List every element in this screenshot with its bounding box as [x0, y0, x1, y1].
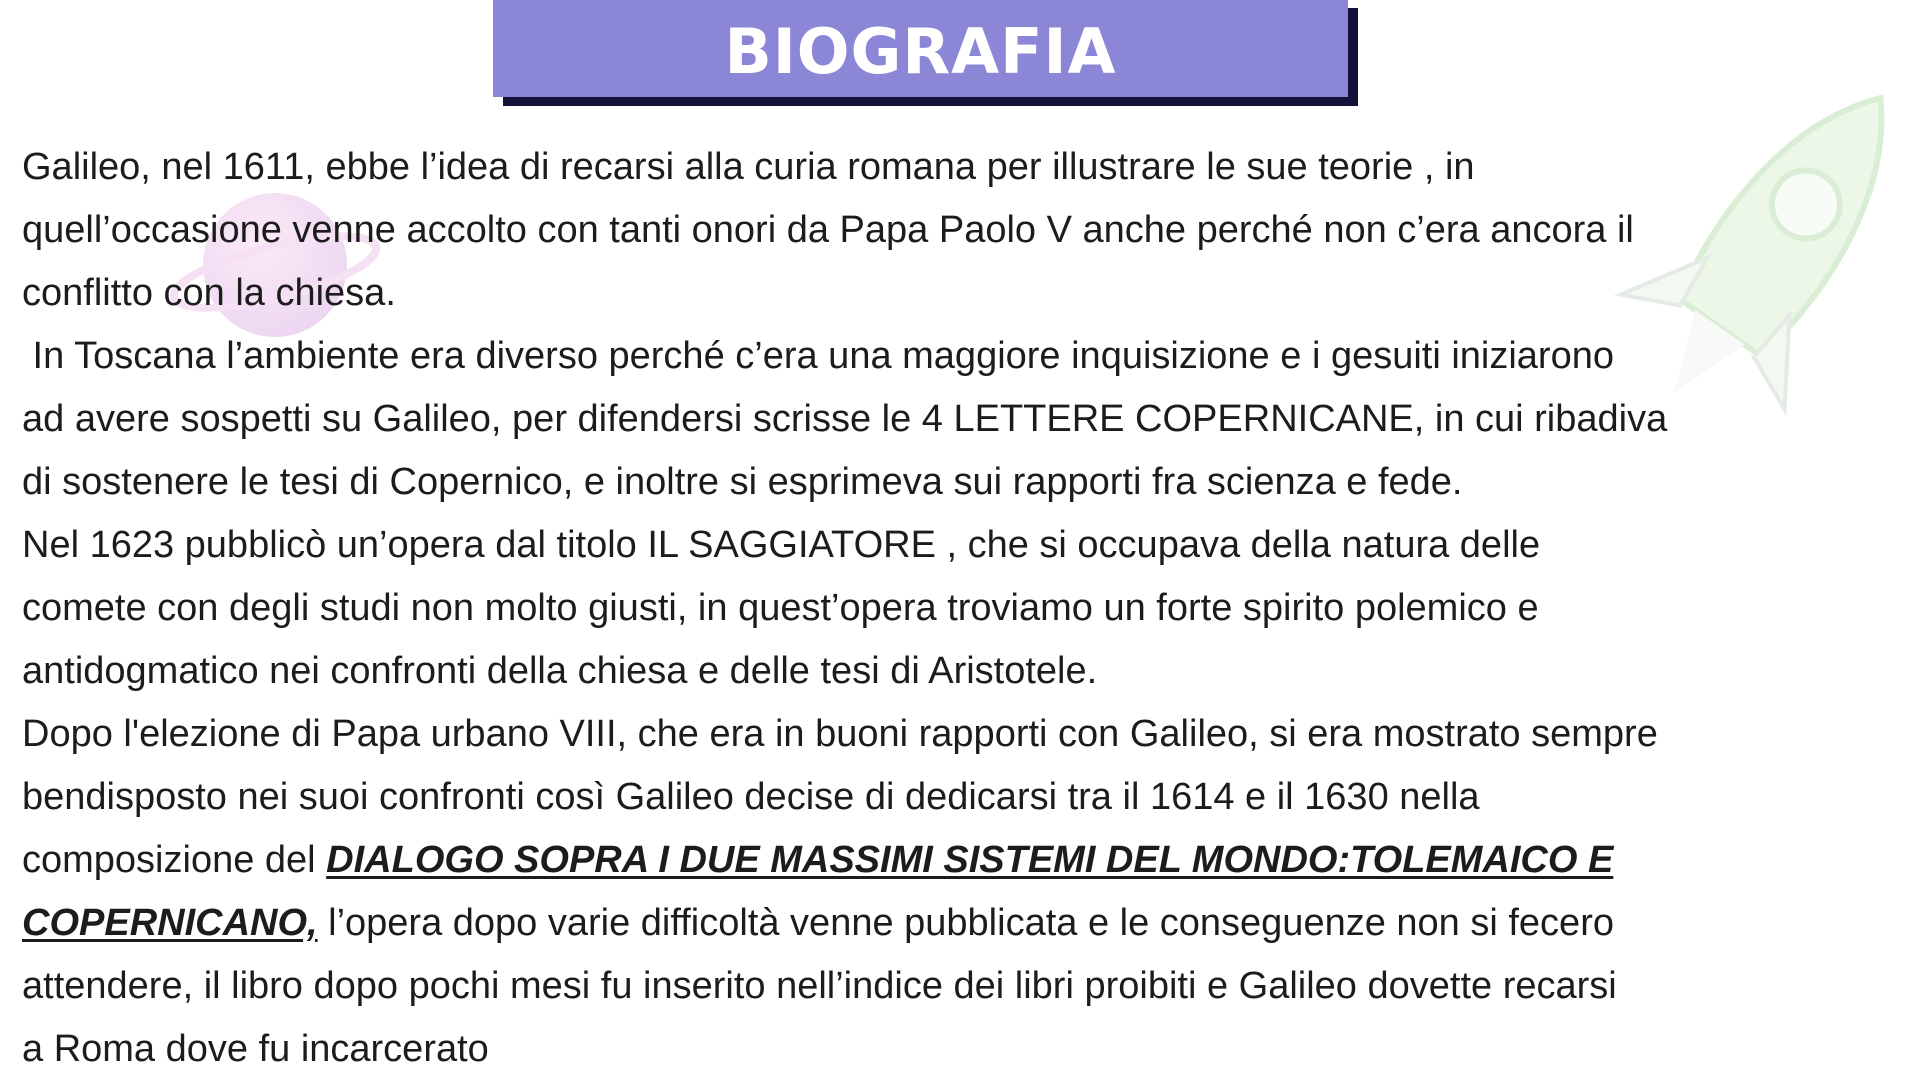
title-banner-box [493, 0, 1348, 97]
text-line: ad avere sospetti su Galileo, per difendersi scrisse le 4 LETTERE COPERNICANE, in cui ribadiva [22, 398, 1668, 440]
text-line: attendere, il libro dopo pochi mesi fu inserito nell’indice dei libri proibiti e Galileo dovette recarsi [22, 965, 1617, 1007]
book-title-emphasis: DIALOGO SOPRA I DUE MASSIMI SISTEMI DEL MONDO:TOLEMAICO E [326, 839, 1614, 881]
text-line: conflitto con la chiesa. [22, 272, 396, 314]
text-line [22, 892, 1917, 955]
text-line: bendisposto nei suoi confronti così Galileo decise di dedicarsi tra il 1614 e il 1630 nella [22, 776, 1480, 818]
text-line: a Roma dove fu incarcerato [22, 1028, 489, 1070]
text-line: Galileo, nel 1611, ebbe l’idea di recarsi alla curia romana per illustrare le sue teorie , in [22, 146, 1475, 188]
title-banner [493, 0, 1353, 100]
text-line: comete con degli studi non molto giusti, in quest’opera troviamo un forte spirito polemico e [22, 587, 1539, 629]
text-line: antidogmatico nei confronti della chiesa e delle tesi di Aristotele. [22, 650, 1098, 692]
text-segment: l’opera dopo varie difficoltà venne pubblicata e le conseguenze non si fecero [317, 902, 1614, 944]
biography-text [22, 136, 1917, 1081]
page-title: BIOGRAFIA [724, 14, 1117, 88]
text-line: In Toscana l’ambiente era diverso perché c’era una maggiore inquisizione e i gesuiti iniziarono [22, 335, 1614, 377]
text-segment: composizione del [22, 839, 327, 881]
text-line: quell’occasione venne accolto con tanti onori da Papa Paolo V anche perché non c’era ancora il [22, 209, 1634, 251]
text-line [22, 829, 1917, 892]
text-line: Dopo l'elezione di Papa urbano VIII, che era in buoni rapporti con Galileo, si era mostrato sempre [22, 713, 1658, 755]
text-line: di sostenere le tesi di Copernico, e inoltre si esprimeva sui rapporti fra scienza e fede. [22, 461, 1463, 503]
text-line: Nel 1623 pubblicò un’opera dal titolo IL SAGGIATORE , che si occupava della natura delle [22, 524, 1541, 566]
book-title-emphasis: COPERNICANO, [22, 902, 318, 944]
